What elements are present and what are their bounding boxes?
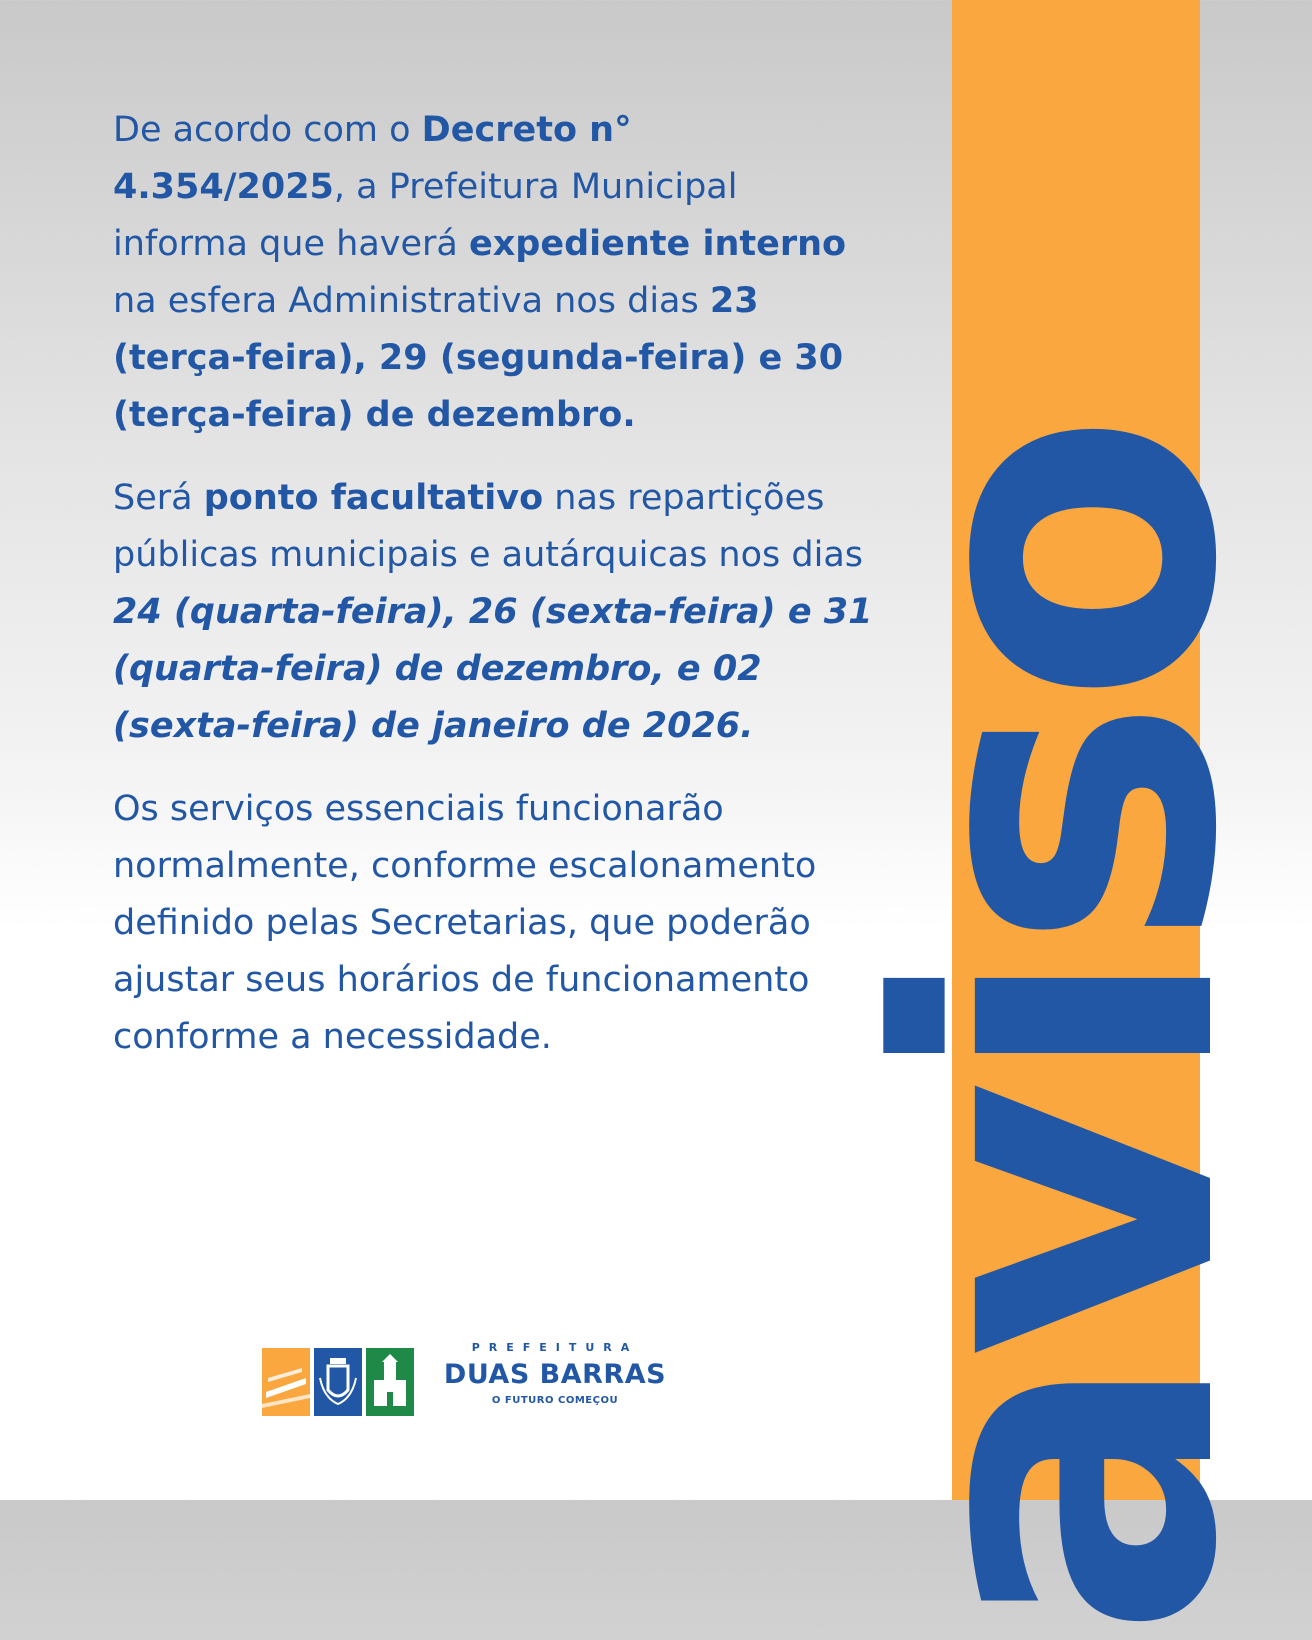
brand-wordmark — [430, 1340, 680, 1408]
prefeitura-logo — [262, 1340, 682, 1440]
church-icon — [366, 1348, 414, 1416]
optional-holiday-label: ponto facultativo — [203, 478, 544, 518]
internal-work-dates: 23 (terça-feira), 29 (segunda-feira) e 30 (terça-feira) de dezembro. — [113, 281, 844, 435]
brand-slogan: O FUTURO COMEÇOU — [491, 1395, 619, 1406]
railway-station-icon — [262, 1348, 310, 1416]
paragraph-essential-services: Os serviços essenciais funcionarão normalmente, conforme escalonamento definido pelas Secretarias, que poderão ajustar seus horários de funcionamento conforme a necessidade. — [113, 789, 817, 1057]
brand-prefeitura: PREFEITURA — [471, 1341, 639, 1354]
paragraph-optional-holiday: Será ponto facultativo nas repartições públicas municipais e autárquicas nos dias 24 (quarta-feira), 26 (sexta-feira) e 31 (quarta-feira) de dezembro, e 02 (sexta-feira) de janeiro de 2026. — [113, 478, 873, 746]
decree-number: Decreto n° 4.354/2025 — [113, 110, 632, 207]
paragraph-decree: De acordo com o Decreto n° 4.354/2025, a Prefeitura Municipal informa que haverá expediente interno na esfera Administrativa nos dias 23 (terça-feira), 29 (segunda-feira) e 30 (terça-feira) de dezembro. — [113, 110, 847, 435]
notice-text — [113, 102, 873, 1092]
optional-holiday-dates: 24 (quarta-feira), 26 (sexta-feira) e 31 (quarta-feira) de dezembro, e 02 (sexta-feira) de janeiro de 2026. — [113, 592, 873, 746]
brand-city-name: DUAS BARRAS — [443, 1359, 667, 1390]
aviso-vertical-heading: aviso — [812, 420, 1312, 1640]
coat-of-arms-icon — [314, 1348, 362, 1416]
internal-work-label: expediente interno — [468, 224, 847, 264]
